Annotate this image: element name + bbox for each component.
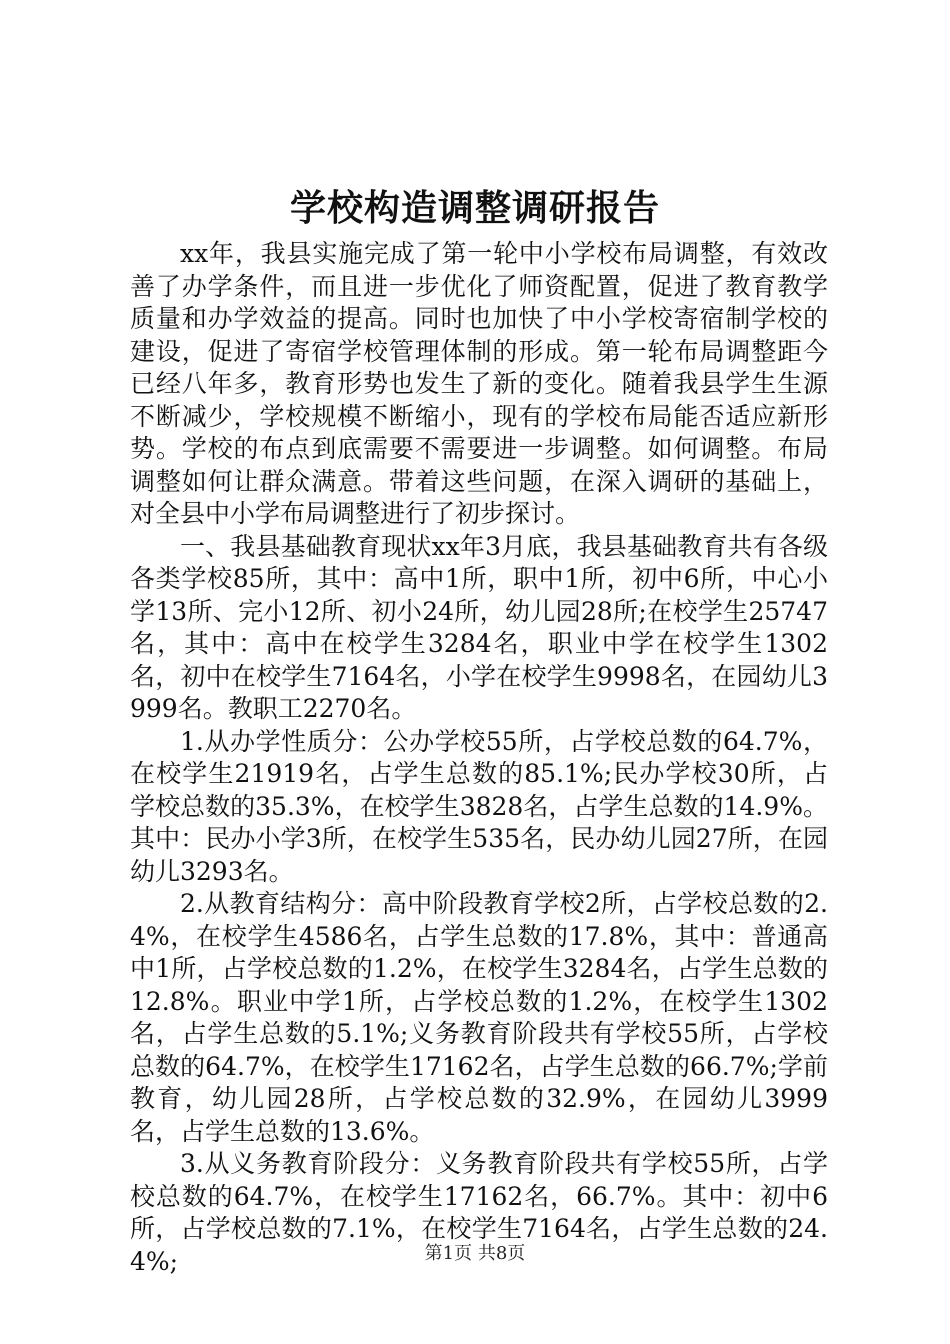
paragraph-item-3: 3.从义务教育阶段分：义务教育阶段共有学校55所，占学校总数的64.7%，在校学生17162名，66.7%。其中：初中6所，占学校总数的7.1%，在校学生7164名，占学生总数的24.4%;	[130, 1149, 828, 1276]
paragraph-intro: xx年，我县实施完成了第一轮中小学校布局调整，有效改善了办学条件，而且进一步优化了师资配置，促进了教育教学质量和办学效益的提高。同时也加快了中小学校寄宿制学校的建设，促进了寄宿学校管理体制的形成。第一轮布局调整距今已经八年多，教育形势也发生了新的变化。随着我县学生生源不断减少，学校规模不断缩小，现有的学校布局能否适应新形势。学校的布点到底需要不需要进一步调整。如何调整。布局调整如何让群众满意。带着这些问题，在深入调研的基础上，对全县中小学布局调整进行了初步探讨。	[130, 239, 828, 528]
document-title: 学校构造调整调研报告	[289, 187, 660, 229]
document-body	[130, 238, 828, 1278]
paragraph-item-1: 1.从办学性质分：公办学校55所，占学校总数的64.7%，在校学生21919名，占学生总数的85.1%;民办学校30所，占学校总数的35.3%，在校学生3828名，占学生总数的14.9%。其中：民办小学3所，在校学生535名，民办幼儿园27所，在园幼儿3293名。	[130, 726, 828, 886]
paragraph-item-2: 2.从教育结构分：高中阶段教育学校2所，占学校总数的2.4%，在校学生4586名，占学生总数的17.8%，其中：普通高中1所，占学校总数的1.2%，在校学生3284名，占学生总数的12.8%。职业中学1所，占学校总数的1.2%，在校学生1302名，占学生总数的5.1%;义务教育阶段共有学校55所，占学校总数的64.7%，在校学生17162名，占学生总数的66.7%;学前教育，幼儿园28所，占学校总数的32.9%，在园幼儿3999名，占学生总数的13.6%。	[130, 889, 828, 1146]
page-number-footer: 第1页 共8页	[424, 1243, 526, 1264]
paragraph-section-1: 一、我县基础教育现状xx年3月底，我县基础教育共有各级各类学校85所，其中：高中1所，职中1所，初中6所，中心小学13所、完小12所、初小24所，幼儿园28所;在校学生25747名，其中：高中在校学生3284名，职业中学在校学生1302名，初中在校学生7164名，小学在校学生9998名，在园幼儿3999名。教职工2270名。	[130, 531, 828, 723]
